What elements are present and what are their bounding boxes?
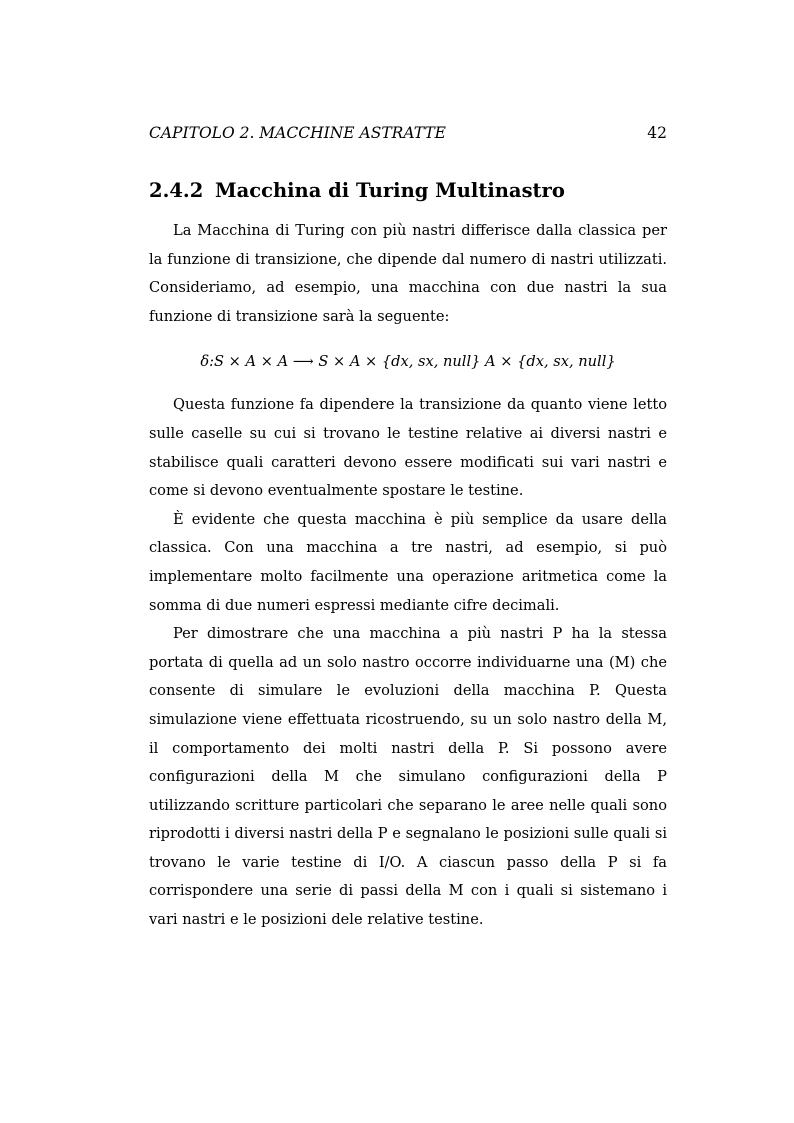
running-head [149, 122, 667, 144]
paragraph: Questa funzione fa dipendere la transizione da quanto viene letto sulle caselle su cui si trovano le testine relative ai diversi nastri e stabilisce quali caratteri devono essere modificati sui vari nastri e come si devono eventualmente spostare le testine. [149, 396, 667, 500]
page [149, 122, 667, 935]
page-number: 42 [647, 124, 667, 142]
paragraph: È evidente che questa macchina è più semplice da usare della classica. Con una macchina a tre nastri, ad esempio, si può implementare molto facilmente una operazione aritmetica come la somma di due numeri espressi mediante cifre decimali. [149, 510, 667, 614]
section-number: 2.4.2 [149, 179, 204, 202]
section-heading [149, 178, 667, 204]
paragraph: La Macchina di Turing con più nastri differisce dalla classica per la funzione di transizione, che dipende dal numero di nastri utilizzati. Consideriamo, ad esempio, una macchina con due nastri la sua funzione di transizione sarà la seguente: [149, 222, 667, 325]
section-title: Macchina di Turing Multinastro [215, 179, 565, 202]
transition-equation: δ:S × A × A ⟶ S × A × {dx, sx, null} A × {dx, sx, null} [200, 353, 616, 371]
chapter-title: CAPITOLO 2. MACCHINE ASTRATTE [149, 124, 446, 142]
body-text [149, 217, 667, 935]
paragraph: Per dimostrare che una macchina a più nastri P ha la stessa portata di quella ad un solo nastro occorre individuarne una (M) che consente di simulare le evoluzioni della macchina P. Questa simulazione viene effettuata ricostruendo, su un solo nastro della M, il comportamento dei molti nastri della P. Si possono avere configurazioni della M che simulano configurazioni della P utilizzando scritture particolari che separano le aree nelle quali sono riprodotti i diversi nastri della P e segnalano le posizioni sulle quali si trovano le varie testine di I/O. A ciascun passo della P si fa corrispondere una serie di passi della M con i quali si sistemano i vari nastri e le posizioni dele relative testine. [149, 625, 667, 929]
